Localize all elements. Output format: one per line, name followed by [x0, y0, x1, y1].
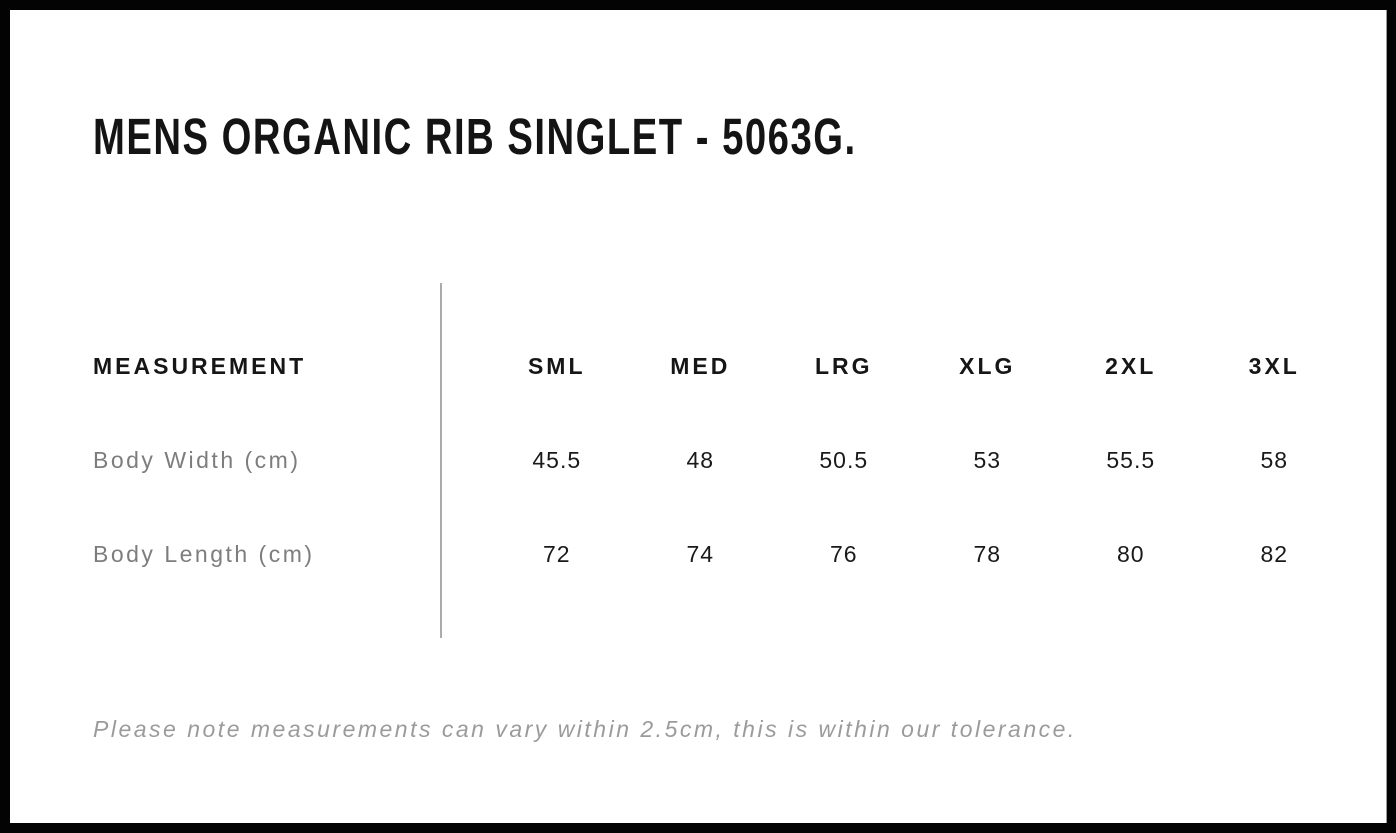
body-length-2xl: 80 — [1116, 540, 1145, 567]
body-length-sml: 72 — [542, 540, 571, 567]
body-width-2xl: 55.5 — [1106, 446, 1156, 473]
table-divider — [440, 283, 442, 638]
column-header-measurement: MEASUREMENT — [93, 352, 307, 379]
row-label-body-length: Body Length (cm) — [93, 540, 315, 567]
size-chart-header-row — [93, 319, 1346, 413]
column-header-xlg: XLG — [959, 352, 1016, 379]
body-width-lrg: 50.5 — [819, 446, 869, 473]
column-header-med: MED — [670, 352, 731, 379]
column-header-3xl: 3XL — [1248, 352, 1300, 379]
page-title: MENS ORGANIC RIB SINGLET - 5063G. — [93, 108, 857, 165]
body-width-3xl: 58 — [1260, 446, 1289, 473]
body-width-med: 48 — [686, 446, 715, 473]
body-length-med: 74 — [686, 540, 715, 567]
column-header-2xl: 2XL — [1105, 352, 1157, 379]
row-label-body-width: Body Width (cm) — [93, 446, 301, 473]
body-length-xlg: 78 — [973, 540, 1002, 567]
size-chart-table — [93, 283, 1346, 638]
body-width-xlg: 53 — [973, 446, 1002, 473]
column-header-sml: SML — [527, 352, 586, 379]
table-row-body-length — [93, 507, 1346, 601]
table-rows — [93, 283, 1346, 601]
body-width-sml: 45.5 — [532, 446, 582, 473]
column-header-lrg: LRG — [814, 352, 873, 379]
body-length-lrg: 76 — [829, 540, 858, 567]
table-row-body-width — [93, 413, 1346, 507]
tolerance-note: Please note measurements can vary within 2.5cm, this is within our tolerance. — [93, 716, 1077, 742]
body-length-3xl: 82 — [1260, 540, 1289, 567]
